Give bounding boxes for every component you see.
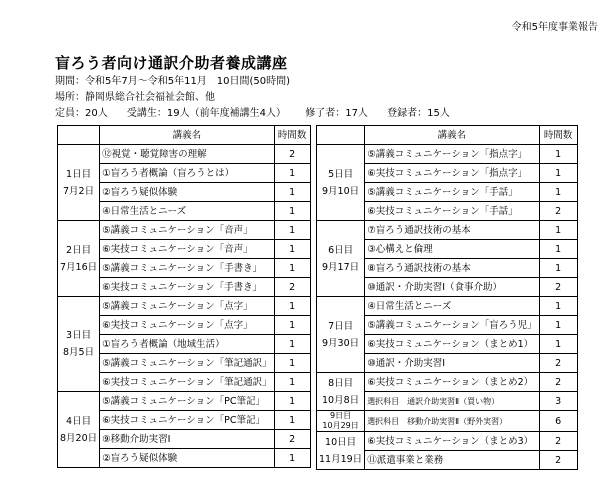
- lecture-hours: 1: [539, 335, 577, 354]
- lecture-name: ⑪派遣事業と業務: [365, 451, 539, 470]
- day-cell: [58, 145, 100, 221]
- lecture-hours: 1: [539, 240, 577, 259]
- day-date: 8月20日: [60, 432, 98, 444]
- lecture-name: ⑫視覚・聴覚障害の理解: [100, 145, 274, 164]
- lecture-name: ⑥実技コミュニケーション（まとめ3）: [365, 432, 539, 451]
- day-date: 10月29日: [322, 421, 359, 430]
- lecture-name: ⑧盲ろう通訳技術の基本: [365, 259, 539, 278]
- page-title: 盲ろう者向け通訳介助者養成講座: [55, 54, 288, 72]
- lecture-name: ④日常生活とニーズ: [100, 202, 274, 221]
- day-label: 4日目: [66, 415, 92, 427]
- day-date: 11月19日: [319, 453, 363, 465]
- lecture-hours: 1: [274, 202, 310, 221]
- day-date: 10月8日: [322, 394, 360, 406]
- col-blank: [317, 126, 365, 145]
- lecture-hours: 2: [274, 278, 310, 297]
- day-cell: [317, 297, 365, 373]
- info-completed: 修了者：17人: [305, 108, 368, 119]
- day-label: 9日目: [330, 411, 352, 420]
- lecture-name: ⑤講義コミュニケーション「筆記通訳」: [100, 354, 274, 373]
- col-lecture-header: 講義名: [100, 126, 274, 145]
- lecture-hours: 2: [274, 145, 310, 164]
- day-date: 7月16日: [60, 261, 98, 273]
- lecture-name: ⑥実技コミュニケーション「指点字」: [365, 164, 539, 183]
- lecture-hours: 2: [539, 202, 577, 221]
- lecture-hours: 1: [274, 164, 310, 183]
- info-registered: 登録者：15人: [387, 108, 450, 119]
- lecture-name: ③心構えと倫理: [365, 240, 539, 259]
- lecture-name: ⑥実技コミュニケーション「点字」: [100, 316, 274, 335]
- table-row: [58, 297, 311, 316]
- lecture-hours: 1: [274, 411, 310, 430]
- lecture-hours: 6: [539, 411, 577, 432]
- day-label: 8日目: [328, 377, 354, 389]
- lecture-name: 選択科目 通訳介助実習Ⅱ（買い物）: [365, 392, 539, 411]
- lecture-hours: 1: [274, 259, 310, 278]
- lecture-hours: 2: [539, 278, 577, 297]
- day-cell: [58, 392, 100, 468]
- table-row: [58, 392, 311, 411]
- table-row: [317, 411, 578, 432]
- day-cell: [317, 221, 365, 297]
- lecture-name: ⑨移動介助実習Ⅰ: [100, 430, 274, 449]
- lecture-name: ⑤講義コミュニケーション「盲ろう児」: [365, 316, 539, 335]
- lecture-name: ⑤講義コミュニケーション「手書き」: [100, 259, 274, 278]
- lecture-hours: 1: [539, 164, 577, 183]
- day-label: 10日目: [325, 436, 357, 448]
- report-label: 令和5年度事業報告: [511, 22, 598, 33]
- table-row: [317, 145, 578, 164]
- day-label: 5日目: [328, 168, 354, 180]
- table-row: [58, 221, 311, 240]
- day-date: 9月17日: [322, 261, 360, 273]
- lecture-name: ⑥実技コミュニケーション「音声」: [100, 240, 274, 259]
- lecture-hours: 1: [274, 297, 310, 316]
- table-row: [58, 145, 311, 164]
- lecture-name: ⑤講義コミュニケーション「手話」: [365, 183, 539, 202]
- lecture-name: ⑥実技コミュニケーション（まとめ1）: [365, 335, 539, 354]
- lecture-hours: 1: [539, 183, 577, 202]
- lecture-hours: 1: [274, 221, 310, 240]
- lecture-hours: 2: [539, 354, 577, 373]
- day-label: 2日目: [66, 244, 92, 256]
- lecture-name: ⑤講義コミュニケーション「指点字」: [365, 145, 539, 164]
- day-cell: [317, 432, 365, 470]
- lecture-hours: 1: [539, 221, 577, 240]
- lecture-name: 選択科目 移動介助実習Ⅱ（野外実習）: [365, 411, 539, 432]
- day-date: 8月5日: [63, 347, 95, 358]
- lecture-hours: 1: [539, 259, 577, 278]
- lecture-hours: 2: [539, 451, 577, 470]
- day-label: 1日目: [66, 168, 92, 180]
- lecture-name: ⑥実技コミュニケーション「PC筆記」: [100, 411, 274, 430]
- lecture-name: ⑦盲ろう通訳技術の基本: [365, 221, 539, 240]
- lecture-name: ⑤講義コミュニケーション「音声」: [100, 221, 274, 240]
- lecture-name: ①盲ろう者概論（地域生活）: [100, 335, 274, 354]
- lecture-name: ②盲ろう疑似体験: [100, 183, 274, 202]
- lecture-hours: 2: [274, 430, 310, 449]
- lecture-hours: 1: [539, 145, 577, 164]
- day-date: 9月30日: [322, 337, 360, 349]
- lecture-name: ⑥実技コミュニケーション「手話」: [365, 202, 539, 221]
- lecture-hours: 1: [539, 316, 577, 335]
- lecture-hours: 1: [274, 449, 310, 468]
- lecture-name: ⑥実技コミュニケーション（まとめ2）: [365, 373, 539, 392]
- col-blank: [58, 126, 100, 145]
- lecture-name: ⑥実技コミュニケーション「筆記通訳」: [100, 373, 274, 392]
- lecture-hours: 2: [539, 432, 577, 451]
- lecture-hours: 1: [274, 183, 310, 202]
- day-label: 3日目: [66, 330, 92, 341]
- table-row: [317, 221, 578, 240]
- day-cell: [58, 297, 100, 392]
- col-hours-header: 時間数: [274, 126, 310, 145]
- col-hours-header: 時間数: [539, 126, 577, 145]
- info-period: 期間：令和5年7月～令和5年11月 10日間(50時間): [55, 76, 291, 87]
- lecture-hours: 2: [539, 373, 577, 392]
- day-date: 9月10日: [322, 185, 360, 197]
- table-row: [317, 432, 578, 451]
- info-counts: [55, 104, 450, 119]
- day-label: 6日目: [328, 244, 354, 256]
- lecture-hours: 1: [539, 297, 577, 316]
- table-row: [317, 297, 578, 316]
- info-capacity: 定員：20人: [55, 108, 108, 119]
- lecture-hours: 1: [274, 240, 310, 259]
- day-date: 7月2日: [63, 185, 95, 197]
- lecture-hours: 1: [274, 316, 310, 335]
- lecture-name: ①盲ろう者概論（盲ろうとは）: [100, 164, 274, 183]
- info-students: 受講生：19人（前年度補講生4人）: [126, 108, 287, 119]
- schedule-table-left: [57, 125, 311, 468]
- lecture-name: ⑩通訳・介助実習Ⅰ（食事介助）: [365, 278, 539, 297]
- table-row: [317, 373, 578, 392]
- lecture-name: ⑤講義コミュニケーション「点字」: [100, 297, 274, 316]
- lecture-hours: 1: [274, 392, 310, 411]
- info-venue: 場所：静岡県総合社会福祉会館、他: [55, 92, 215, 103]
- lecture-name: ⑩通訳・介助実習Ⅰ: [365, 354, 539, 373]
- day-label: 7日目: [328, 320, 354, 332]
- schedule-table-right: [316, 125, 578, 470]
- day-cell: [58, 221, 100, 297]
- lecture-name: ⑥実技コミュニケーション「手書き」: [100, 278, 274, 297]
- lecture-hours: 1: [274, 354, 310, 373]
- day-cell: [317, 411, 365, 432]
- col-lecture-header: 講義名: [365, 126, 539, 145]
- lecture-hours: 1: [274, 335, 310, 354]
- lecture-name: ④日常生活とニーズ: [365, 297, 539, 316]
- lecture-hours: 1: [274, 373, 310, 392]
- lecture-name: ⑤講義コミュニケーション「PC筆記」: [100, 392, 274, 411]
- lecture-hours: 3: [539, 392, 577, 411]
- day-cell: [317, 373, 365, 411]
- day-cell: [317, 145, 365, 221]
- lecture-name: ②盲ろう疑似体験: [100, 449, 274, 468]
